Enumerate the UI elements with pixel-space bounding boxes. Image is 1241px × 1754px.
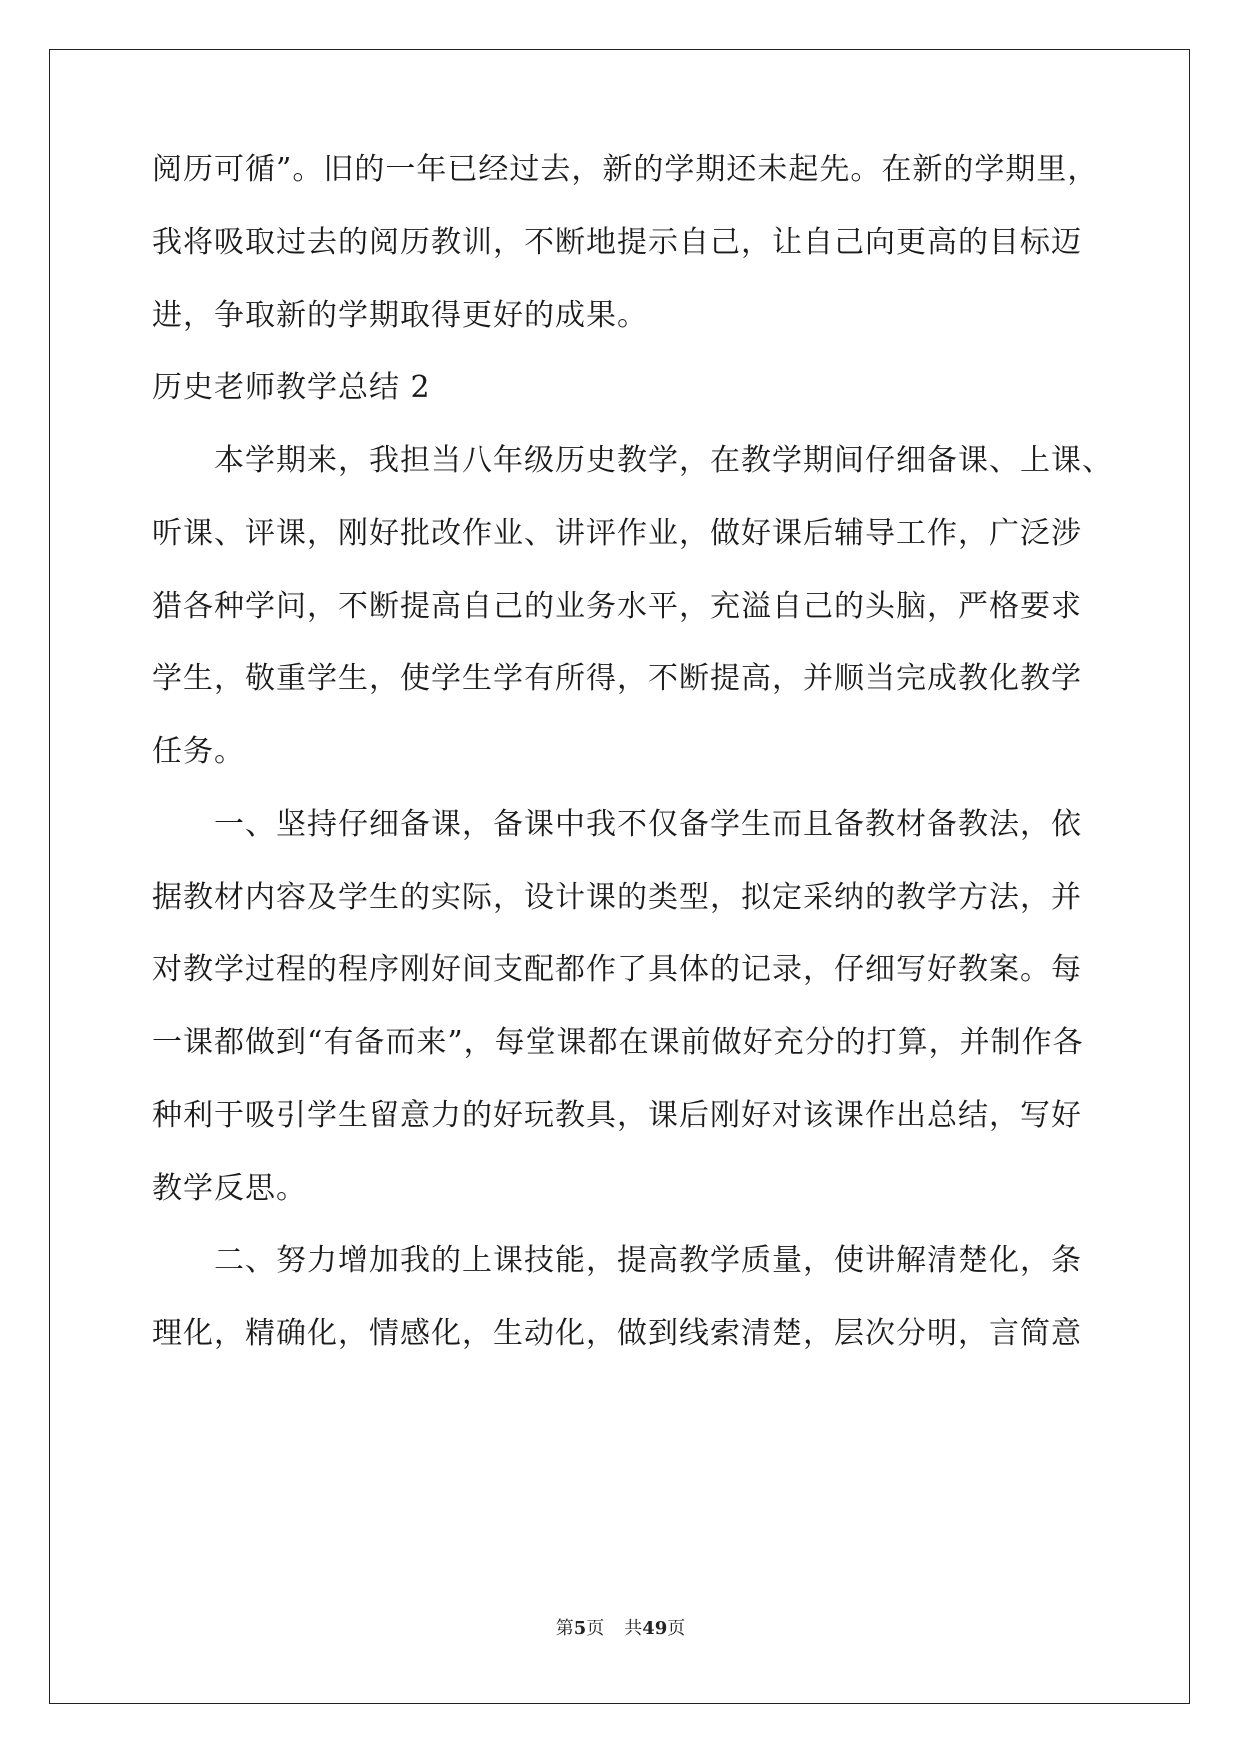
body-line-5: 本学期来，我担当八年级历史教学，在教学期间仔细备课、上课、: [152, 443, 1113, 478]
body-line-17: 理化，精确化，情感化，生动化，做到线索清楚，层次分明，言简意: [152, 1316, 1082, 1351]
body-line-14: 种利于吸引学生留意力的好玩教具，课后刚好对该课作出总结，写好: [152, 1098, 1082, 1133]
page-number: 5: [573, 1618, 587, 1639]
page-footer: [0, 1617, 1241, 1641]
page-suffix: 页: [586, 1618, 605, 1639]
body-line-1: 阅历可循”。旧的一年已经过去，新的学期还未起先。在新的学期里，: [152, 152, 1099, 187]
body-line-7: 猎各种学问，不断提高自己的业务水平，充溢自己的头脑，严格要求: [152, 589, 1082, 624]
body-line-16: 二、努力增加我的上课技能，提高教学质量，使讲解清楚化，条: [152, 1243, 1082, 1278]
total-pages: 49: [642, 1618, 668, 1639]
body-line-12: 对教学过程的程序刚好间支配都作了具体的记录，仔细写好教案。每: [152, 952, 1082, 987]
body-line-2: 我将吸取过去的阅历教训，不断地提示自己，让自己向更高的目标迈: [152, 225, 1082, 260]
body-line-13: 一课都做到“有备而来”，每堂课都在课前做好充分的打算，并制作各: [152, 1025, 1084, 1060]
body-line-10: 一、坚持仔细备课，备课中我不仅备学生而且备教材备教法，依: [152, 807, 1082, 842]
total-suffix: 页: [667, 1618, 686, 1639]
body-line-8: 学生，敬重学生，使学生学有所得，不断提高，并顺当完成教化教学: [152, 661, 1082, 696]
page-prefix: 第: [555, 1618, 574, 1639]
body-line-15: 教学反思。: [152, 1171, 307, 1206]
body-line-6: 听课、评课，刚好批改作业、讲评作业，做好课后辅导工作，广泛涉: [152, 516, 1082, 551]
section-heading: 历史老师教学总结 2: [152, 370, 431, 405]
body-line-9: 任务。: [152, 734, 245, 769]
total-prefix: 共: [624, 1618, 643, 1639]
body-line-3: 进，争取新的学期取得更好的成果。: [152, 298, 648, 333]
body-line-11: 据教材内容及学生的实际，设计课的类型，拟定采纳的教学方法，并: [152, 880, 1082, 915]
